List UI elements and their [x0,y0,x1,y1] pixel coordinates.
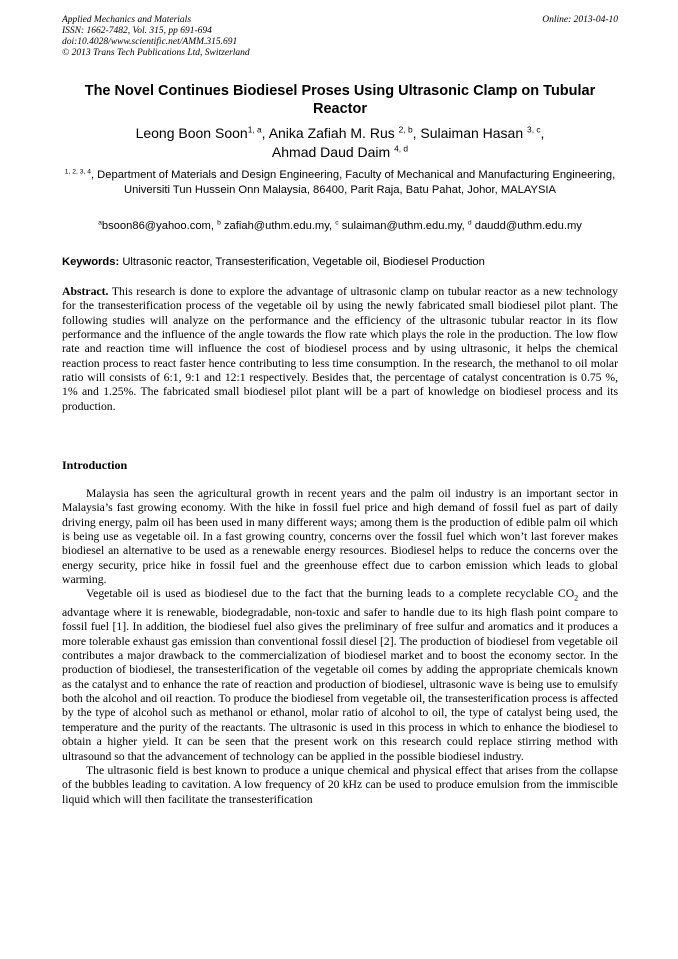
paragraph [62,587,618,763]
abstract [62,285,618,414]
paragraph-text: Vegetable oil is used as biodiesel due to the fact that the burning leads to a complete recyclable [86,587,554,601]
abstract-text: This research is done to explore the advantage of ultrasonic clamp on tubular reactor as a new technology for the transesterification process of the vegetable oil by using the newly fabricated small biodiesel pilot plant. The following studies will analyze on the performance and the efficiency of the ultrasonic tubular reactor in its flow performance and the influence of the angle towards the flow rate which plays the role in the production. The low flow rate and reaction time will influence the cost of biodiesel process and by using ultrasonic, it helps the chemical reaction process to react faster hence contributing to less time consumption. In the research, the methanol to oil molar ratio will consists of 6:1, 9:1 and 12:1 respectively. Besides that, the percentage of catalyst concentration is 0.75 %, 1% and 1.25%. The fabricated small biodiesel pilot plant will be a part of knowledge on biodiesel process and its production. [62,285,618,413]
co2-formula [557,587,579,603]
author-list: Leong Boon Soon$^{1, a}$, Anika Zafiah M. Rus $^{2, b}$, Sulaiman Hasan $^{3, c}$, Ahmad Daud Daim $^{4, d}$ [135,124,545,160]
email-address: sulaiman@uthm.edu.my [341,220,462,232]
email-superscript: c [335,219,339,227]
email-address: bsoon86@yahoo.com [101,220,211,232]
paper-title: The Novel Continues Biodiesel Proses Using Ultrasonic Clamp on Tubular Reactor [84,83,596,117]
introduction-heading: Introduction [62,458,128,472]
paragraph: Malaysia has seen the agricultural growth in recent years and the palm oil industry is an important sector in Malaysia’s fast growing economy. With the hike in fossil fuel price and high demand of fossil fuel as part of daily driving energy, palm oil has been used in many different ways; among them is the production of edible palm oil which is being use as vegetable oil. In a fast growing country, concerns over the fossil fuel which won’t last forever makes biodiesel an alternative to be used as a renewable energy resources. Biodiesel helps to reduce the concerns over the energy security, price hike in fossil fuel and the greenhouse effect due to carbon emission which leads to global warming. [62,487,618,587]
email-superscript: b [217,219,221,227]
author-superscript: 4, d [394,143,409,154]
journal-doi: doi:10.4028/www.scientific.net/AMM.315.691 [62,37,238,47]
keywords-text: Ultrasonic reactor, Transesterification, Vegetable oil, Biodiesel Production [122,256,485,268]
journal-copyright: © 2013 Trans Tech Publications Ltd, Switzerland [62,48,250,58]
co2-subscript: 2 [574,593,579,603]
keywords [62,255,618,269]
author-name: Leong Boon Soon [135,125,248,141]
online-date: Online: 2013-04-10 [542,15,618,25]
journal-name: Applied Mechanics and Materials [62,15,192,25]
author-superscript: 3, c [527,124,541,135]
abstract-label: Abstract. [62,285,109,298]
affiliation-text: Department of Materials and Design Engineering, Faculty of Mechanical and Manufacturing Engineering, Universiti Tun Hussein Onn Malaysia, 86400, Parit Raja, Batu Pahat, Johor, MALAYSIA [97,169,616,196]
email-address: daudd@uthm.edu.my [474,220,582,232]
author-superscript: 2, b [398,124,413,135]
author-name: Sulaiman Hasan [420,125,524,141]
journal-header [62,15,618,59]
email-superscript: a [98,219,102,227]
author-name: Anika Zafiah M. Rus [268,125,395,141]
paragraph: The ultrasonic field is best known to produce a unique chemical and physical effect that arises from the collapse of the bubbles leading to cavitation. A low frequency of 20 kHz can be used to produce emulsion from the immiscible liquid which will then facilitate the transesterification [62,763,618,806]
author-superscript: 1, a [247,124,262,135]
affiliation: $^{1, 2, 3, 4}$, Department of Materials and Design Engineering, Faculty of Mechanical and Manufacturing Engineering, Universiti Tun Hussein Onn Malaysia, 86400, Parit Raja, Batu Pahat, Johor, MALAYSIA [64,168,616,196]
paragraph-text: and the advantage where it is renewable, biodegradable, non-toxic and safer to handle due to its high flash point compare to fossil fuel [1]. In addition, the biodiesel fuel also gives the preliminary of free sulfur and aromatics and it produces a more tolerable exhaust gas emission than conventional fossil diesel [2]. The production of biodiesel from vegetable oil contributes a major drawback to the commercialization of biodiesel market and to boost the economy sector. In the production of biodiesel, the transesterification of the vegetable oil comes by adding the appropriate chemicals known as the catalyst and to enhance the rate of reaction and production of biodiesel, ultrasonic wave is being use to emulsify both the alcohol and oil reaction. To produce the biodiesel from vegetable oil, the transesterification process is affected by the type of alcohol such as methanol or ethanol, molar ratio of alcohol to oil, the type of catalyst being used, the temperature and the purity of the reactants. The ultrasonic is used in this process in which to enhance the biodiesel to obtain a higher yield. It can be seen that the present work on this research could replace stirring method with ultrasound so that the advancement of technology can be applied in the possible biodiesel industry. [62,587,619,763]
introduction-body [62,487,618,807]
email-superscript: d [467,219,472,227]
affiliation-superscript: 1, 2, 3, 4 [64,168,91,176]
co2-base: CO [557,587,575,601]
keywords-label: Keywords: [62,256,120,268]
email-list: $^a$bsoon86@yahoo.com, $^b$ zafiah@uthm.edu.my, $^c$ sulaiman@uthm.edu.my, $^d$ daudd@uthm.edu.my [98,219,582,232]
author-name: Ahmad Daud Daim [271,144,391,160]
journal-issn: ISSN: 1662-7482, Vol. 315, pp 691-694 [62,26,212,36]
email-address: zafiah@uthm.edu.my [223,220,329,232]
